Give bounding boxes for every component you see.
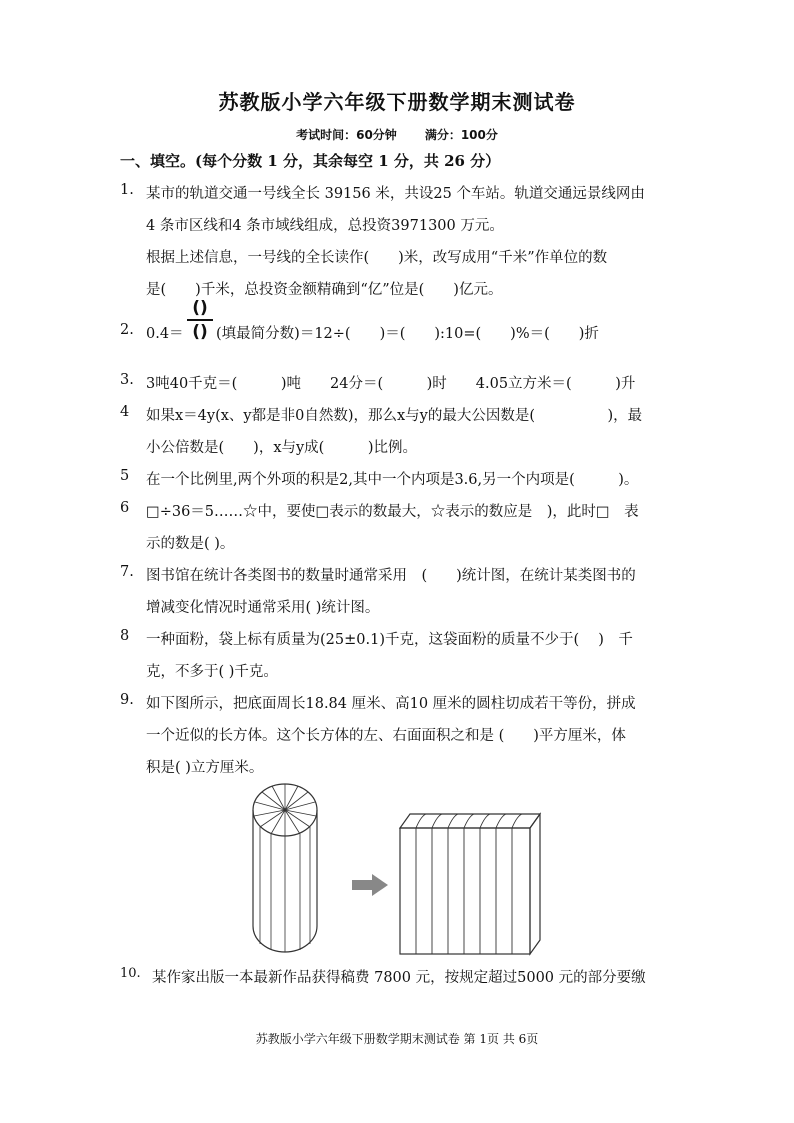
- prism-drawing: [400, 814, 540, 954]
- question-8-number: 8: [120, 628, 130, 644]
- question-6-line-1: □÷36＝5……☆中，要使□表示的数最大，☆表示的数应是 )，此时□ 表: [146, 504, 639, 520]
- question-6-line-2: 示的数是( )。: [146, 536, 235, 552]
- question-8-line-2: 克，不多于( )千克。: [146, 664, 278, 680]
- question-1-line-2: 4 条市区线和4 条市域线组成，总投资3971300 万元。: [146, 218, 504, 234]
- question-3-number: 3.: [120, 372, 134, 388]
- question-10-text: 某作家出版一本最新作品获得稿费 7800 元，按规定超过5000 元的部分要缴: [152, 970, 646, 986]
- question-7-number: 7.: [120, 564, 134, 580]
- question-2-prefix: 0.4＝: [146, 326, 184, 342]
- arrow-icon: [352, 874, 388, 896]
- question-4-line-1: 如果x＝4y(x、y都是非0自然数)，那么x与y的最大公因数是( )，最: [146, 408, 643, 424]
- page-title: 苏教版小学六年级下册数学期末测试卷: [218, 90, 576, 114]
- question-1-line-4: 是( )千米，总投资金额精确到“亿”位是( )亿元。: [146, 282, 503, 298]
- exam-time: 考试时间：60分钟: [296, 128, 397, 142]
- question-6-number: 6: [120, 500, 130, 516]
- exam-info: [0, 126, 794, 143]
- question-2-rest: (填最简分数)＝12÷( )＝( ):10=( )%＝( )折: [216, 326, 599, 342]
- question-7-line-1: 图书馆在统计各类图书的数量时通常采用 ( )统计图，在统计某类图书的: [146, 568, 636, 584]
- question-2-number: 2.: [120, 322, 134, 338]
- question-9-number: 9.: [120, 692, 134, 708]
- question-9-line-1: 如下图所示，把底面周长18.84 厘米、高10 厘米的圆柱切成若干等份，拼成: [146, 696, 636, 712]
- question-3-text: 3吨40千克＝( )吨 24分＝( )时 4.05立方米＝( )升: [146, 376, 636, 392]
- fraction-blank: [187, 298, 213, 342]
- cylinder-to-prism-figure: [240, 778, 560, 958]
- question-7-line-2: 增减变化情况时通常采用( )统计图。: [146, 600, 380, 616]
- question-1-number: 1.: [120, 182, 134, 198]
- fraction-numerator: (): [192, 298, 208, 318]
- question-4-number: 4: [120, 404, 130, 420]
- fraction-denominator: (): [192, 321, 208, 342]
- question-1-line-3: 根据上述信息，一号线的全长读作( )米，改写成用“千米”作单位的数: [146, 250, 608, 266]
- fraction-bar: [187, 319, 213, 321]
- cylinder-drawing: [253, 784, 317, 952]
- question-9-line-2: 一个近似的长方体。这个长方体的左、右面面积之和是 ( )平方厘米，体: [146, 728, 626, 744]
- question-5-text: 在一个比例里,两个外项的积是2,其中一个内项是3.6,另一个内项是( )。: [146, 472, 639, 488]
- full-score: 满分：100分: [424, 128, 498, 142]
- question-8-line-1: 一种面粉，袋上标有质量为(25±0.1)千克，这袋面粉的质量不少于( ) 千: [146, 632, 633, 648]
- section-heading-fill-blank: 一、填空。(每个分数 1 分，其余每空 1 分，共 26 分）: [120, 152, 501, 170]
- question-10-number: 10.: [120, 966, 141, 981]
- question-1-line-1: 某市的轨道交通一号线全长 39156 米，共设25 个车站。轨道交通远景线网由: [146, 186, 645, 202]
- question-5-number: 5: [120, 468, 130, 484]
- question-4-line-2: 小公倍数是( )，x与y成( )比例。: [146, 440, 417, 456]
- question-9-line-3: 积是( )立方厘米。: [146, 760, 264, 776]
- page-footer: 苏教版小学六年级下册数学期末测试卷 第 1页 共 6页: [255, 1032, 539, 1046]
